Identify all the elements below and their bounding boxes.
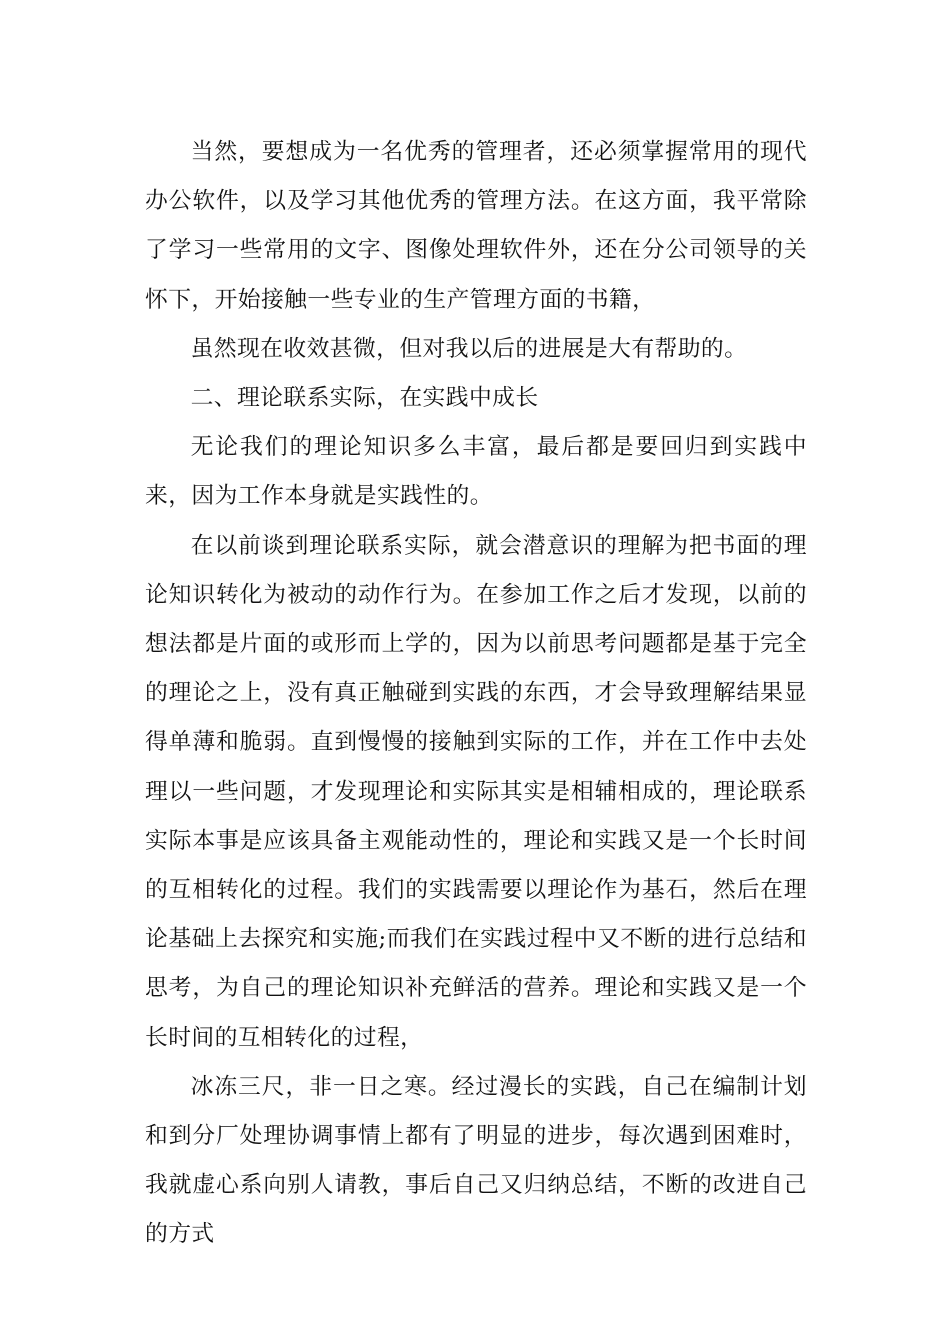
paragraph-progress-help: 虽然现在收效甚微，但对我以后的进展是大有帮助的。: [190, 335, 748, 362]
paragraph-office-software: 当然，要想成为一名优秀的管理者，还必须掌握常用的现代办公软件，以及学习其他优秀的管理方法。在这方面，我平常除了学习一些常用的文字、图像处理软件外，还在分公司领导的关怀下，开始接触一些专业的生产管理方面的书籍，: [145, 139, 807, 313]
paragraph-theory-knowledge: 无论我们的理论知识多么丰富，最后都是要回归到实践中来，因为工作本身就是实践性的。: [145, 434, 807, 510]
paragraph-theory-and-practice: 在以前谈到理论联系实际，就会潜意识的理解为把书面的理论知识转化为被动的动作行为。在参加工作之后才发现，以前的想法都是片面的或形而上学的，因为以前思考问题都是基于完全的理论之上，没有真正触碰到实践的东西，才会导致理解结果显得单薄和脆弱。直到慢慢的接触到实际的工作，并在工作中去处理以一些问题，才发现理论和实际其实是相辅相成的，理论联系实际本事是应该具备主观能动性的，理论和实践又是一个长时间的互相转化的过程。我们的实践需要以理论作为基石，然后在理论基础上去探究和实施;而我们在实践过程中又不断的进行总结和思考，为自己的理论知识补充鲜活的营养。理论和实践又是一个长时间的互相转化的过程，: [145, 532, 807, 1051]
section-heading-theory-practice: 二、理论联系实际，在实践中成长: [190, 385, 539, 412]
document-body: [145, 128, 807, 1260]
paragraph-long-practice: 冰冻三尺，非一日之寒。经过漫长的实践，自己在编制计划和到分厂处理协调事情上都有了明显的进步，每次遇到困难时，我就虚心系向别人请教，事后自己又归纳总结，不断的改进自己的方式: [145, 1073, 807, 1248]
